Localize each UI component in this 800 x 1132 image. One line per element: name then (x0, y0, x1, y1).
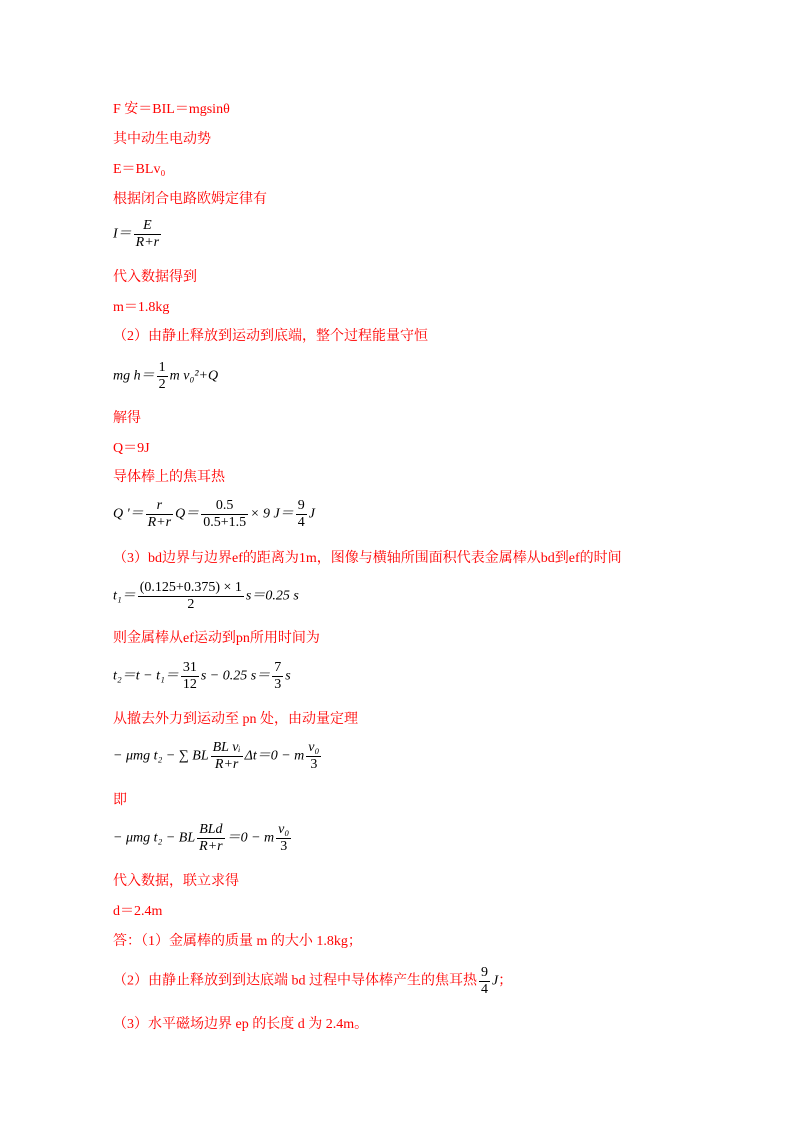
equation-ohm: I＝ $\frac{E}{R+r}$ (113, 218, 160, 250)
text-line: 即 (113, 793, 127, 808)
text-line: 代入数据得到 (113, 270, 197, 285)
equation-joule-heat: Q '＝ $\frac{r}{R+r}$ Q＝ $\frac{0.5}{0.5+1.5}$ × 9 J＝ $\frac{9}{4}$ J (113, 498, 315, 530)
answer-1: 答：（1）金属棒的质量 m 的大小 1.8kg； (113, 934, 362, 949)
answer-3: （3）水平磁场边界 ep 的长度 d 为 2.4m。 (113, 1017, 369, 1032)
text-line: 代入数据，联立求得 (113, 874, 239, 889)
text-line: 其中动生电动势 (113, 132, 211, 147)
text-line: Q＝9J (113, 441, 150, 456)
answer-2: （2）由静止释放到到达底端 bd 过程中导体棒产生的焦耳热 $\frac{9}{4}$ J； (113, 965, 513, 997)
text-line: 解得 (113, 411, 141, 426)
equation-energy: mg h＝ $\frac{1}{2}$ m v₀²+Q (113, 360, 219, 392)
text-line: 根据闭合电路欧姆定律有 (113, 192, 267, 207)
text-line: （3）bd边界与边界ef的距离为1m，图像与横轴所围面积代表金属棒从bd到ef的时间 (113, 551, 622, 566)
text-line: F 安＝BIL＝mgsinθ (113, 102, 230, 117)
text-line: 从撤去外力到运动至 pn 处，由动量定理 (113, 712, 358, 727)
equation-momentum-simplified: − μmg t₂ − BL $\frac{\text{BLd}}{R+r}$ ＝0 − m $\frac{\text{v₀}}{3}$ (113, 822, 290, 854)
equation-t2: t₂＝t − t₁＝ $\frac{31}{12}$ s − 0.25 s＝ $\frac{7}{3}$ s (113, 660, 291, 692)
text-line: （2）由静止释放到运动到底端，整个过程能量守恒 (113, 329, 428, 344)
text-line: E＝BLv₀ (113, 162, 166, 177)
equation-t1: t₁＝ $\frac{(0.125+0.375) \times 1}{2}$ s＝0.25 s (113, 580, 299, 612)
text-line: m＝1.8kg (113, 300, 170, 315)
text-line: 导体棒上的焦耳热 (113, 470, 225, 485)
text-line: d＝2.4m (113, 904, 163, 919)
text-line: 则金属棒从ef运动到pn所用时间为 (113, 631, 320, 646)
equation-momentum: − μmg t₂ − ∑ BL $\frac{\text{BL vᵢ}}{R+r}$ Δt＝0 − m $\frac{\text{v₀}}{3}$ (113, 740, 320, 772)
